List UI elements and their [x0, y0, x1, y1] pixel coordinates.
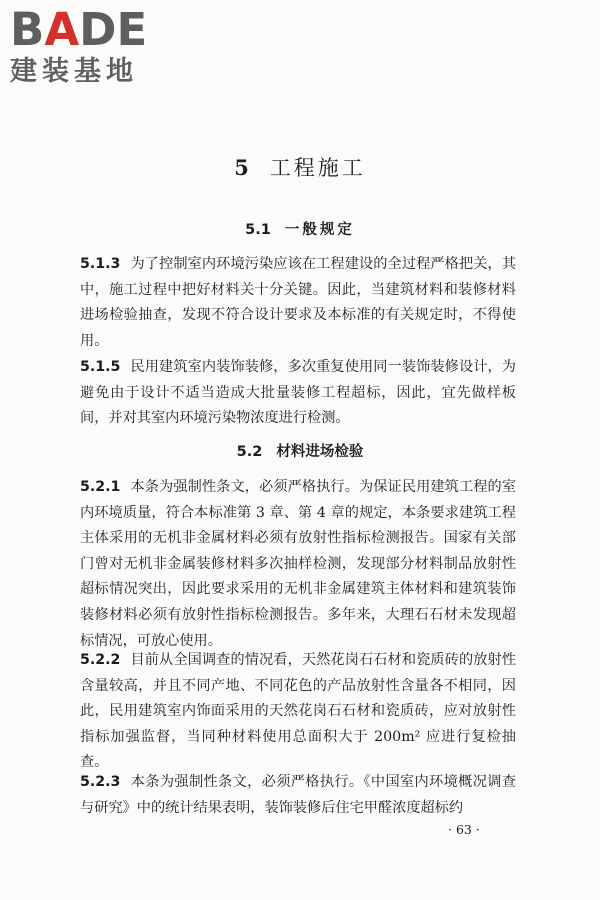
- logo-wordmark: BADE: [10, 3, 148, 56]
- clause-text: 本条为强制性条文，必须严格执行。《中国室内环境概况调查与研究》中的统计结果表明，装饰装修后住宅甲醛浓度超标约: [80, 774, 516, 816]
- logo-subtitle: 建装基地: [10, 56, 138, 87]
- section-title: 一般规定: [284, 222, 355, 238]
- clause-number: 5.1.3: [80, 256, 121, 272]
- clause-5-1-5: [80, 355, 516, 432]
- clause-5-2-1: [80, 475, 516, 654]
- clause-5-2-3: [80, 770, 516, 821]
- section-heading-5-2: [0, 440, 600, 461]
- section-number: 5.2: [236, 444, 263, 460]
- clause-number: 5.2.1: [80, 479, 121, 495]
- section-heading-5-1: [0, 218, 600, 239]
- clause-number: 5.2.2: [80, 652, 121, 668]
- section-number: 5.1: [245, 222, 271, 238]
- chapter-title: 工程施工: [269, 156, 366, 180]
- chapter-heading: [0, 152, 600, 182]
- clause-text: 为了控制室内环境污染应该在工程建设的全过程严格把关，其中，施工过程中把好材料关十分关键。因此，当建筑材料和装修材料进场检验抽查，发现不符合设计要求及本标准的有关规定时，不得使用。: [80, 256, 516, 349]
- clause-5-2-2: [80, 648, 516, 776]
- clause-5-1-3: [80, 252, 516, 354]
- bade-logo: [10, 4, 147, 88]
- clause-text: 本条为强制性条文，必须严格执行。为保证民用建筑工程的室内环境质量，符合本标准第 3 章、第 4 章的规定，本条要求建筑工程主体采用的无机非金属材料必须有放射性指标检测报告。国家有关部门曾对无机非金属装修材料多次抽样检测，发现部分材料制品放射性超标情况突出，因此要求采用的无机非金属建筑主体材料和建筑装饰装修材料必须有放射性指标检测报告。多年来，大理石石材未发现超标情况，可放心使用。: [80, 479, 516, 649]
- clause-text: 民用建筑室内装饰装修，多次重复使用同一装饰装修设计，为避免由于设计不适当造成大批量装修工程超标，因此，宜先做样板间，并对其室内环境污染物浓度进行检测。: [80, 359, 516, 427]
- clause-text: 目前从全国调查的情况看，天然花岗石石材和瓷质砖的放射性含量较高，并且不同产地、不同花色的产品放射性含量各不相同，因此，民用建筑室内饰面采用的天然花岗石石材和瓷质砖，应对放射性指标加强监督，当同种材料使用总面积大于 200m² 应进行复检抽查。: [80, 652, 516, 771]
- chapter-number: 5: [234, 155, 252, 180]
- clause-number: 5.2.3: [80, 774, 121, 790]
- section-title: 材料进场检验: [276, 444, 364, 460]
- clause-number: 5.1.5: [80, 359, 121, 375]
- page-number: · 63 ·: [448, 822, 480, 837]
